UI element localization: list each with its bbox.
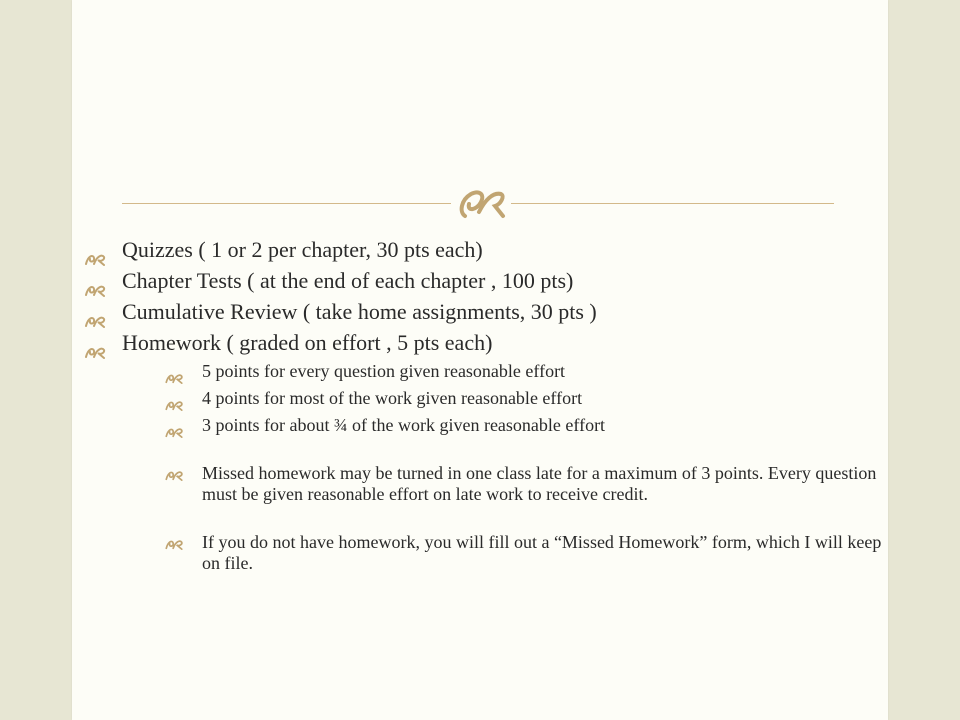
bullet-icon [164,419,184,446]
sub-item-text: 5 points for every question given reasonable effort [202,361,566,381]
list-item-text: Chapter Tests ( at the end of each chapter , 100 pts) [122,268,574,293]
list-item-homework [84,327,880,358]
bullet-icon [164,534,184,555]
sub-item-4-points [164,385,880,412]
sub-item-text: 3 points for about ¾ of the work given reasonable effort [202,415,606,435]
sub-item-3-points [164,412,880,439]
list-item-chapter-tests [84,265,880,296]
cursive-ornament-icon [451,182,511,224]
note-text: If you do not have homework, you will fill out a “Missed Homework” form, which I will keep on file. [202,532,882,573]
list-item-text: Homework ( graded on effort , 5 pts each) [122,330,493,355]
sub-item-5-points [164,358,880,385]
note-missed-homework-form [164,532,882,574]
slide-content [84,234,880,574]
list-item-cumulative-review [84,296,880,327]
list-item-quizzes [84,234,880,265]
bullet-icon [164,465,184,486]
note-text: Missed homework may be turned in one class late for a maximum of 3 points. Every question must be given reasonable effort on late work to receive credit. [202,463,877,504]
bullet-icon [84,336,106,367]
note-missed-homework [164,463,882,505]
list-item-text: Quizzes ( 1 or 2 per chapter, 30 pts each) [122,237,483,262]
list-item-text: Cumulative Review ( take home assignments, 30 pts ) [122,299,597,324]
sub-item-text: 4 points for most of the work given reasonable effort [202,388,583,408]
